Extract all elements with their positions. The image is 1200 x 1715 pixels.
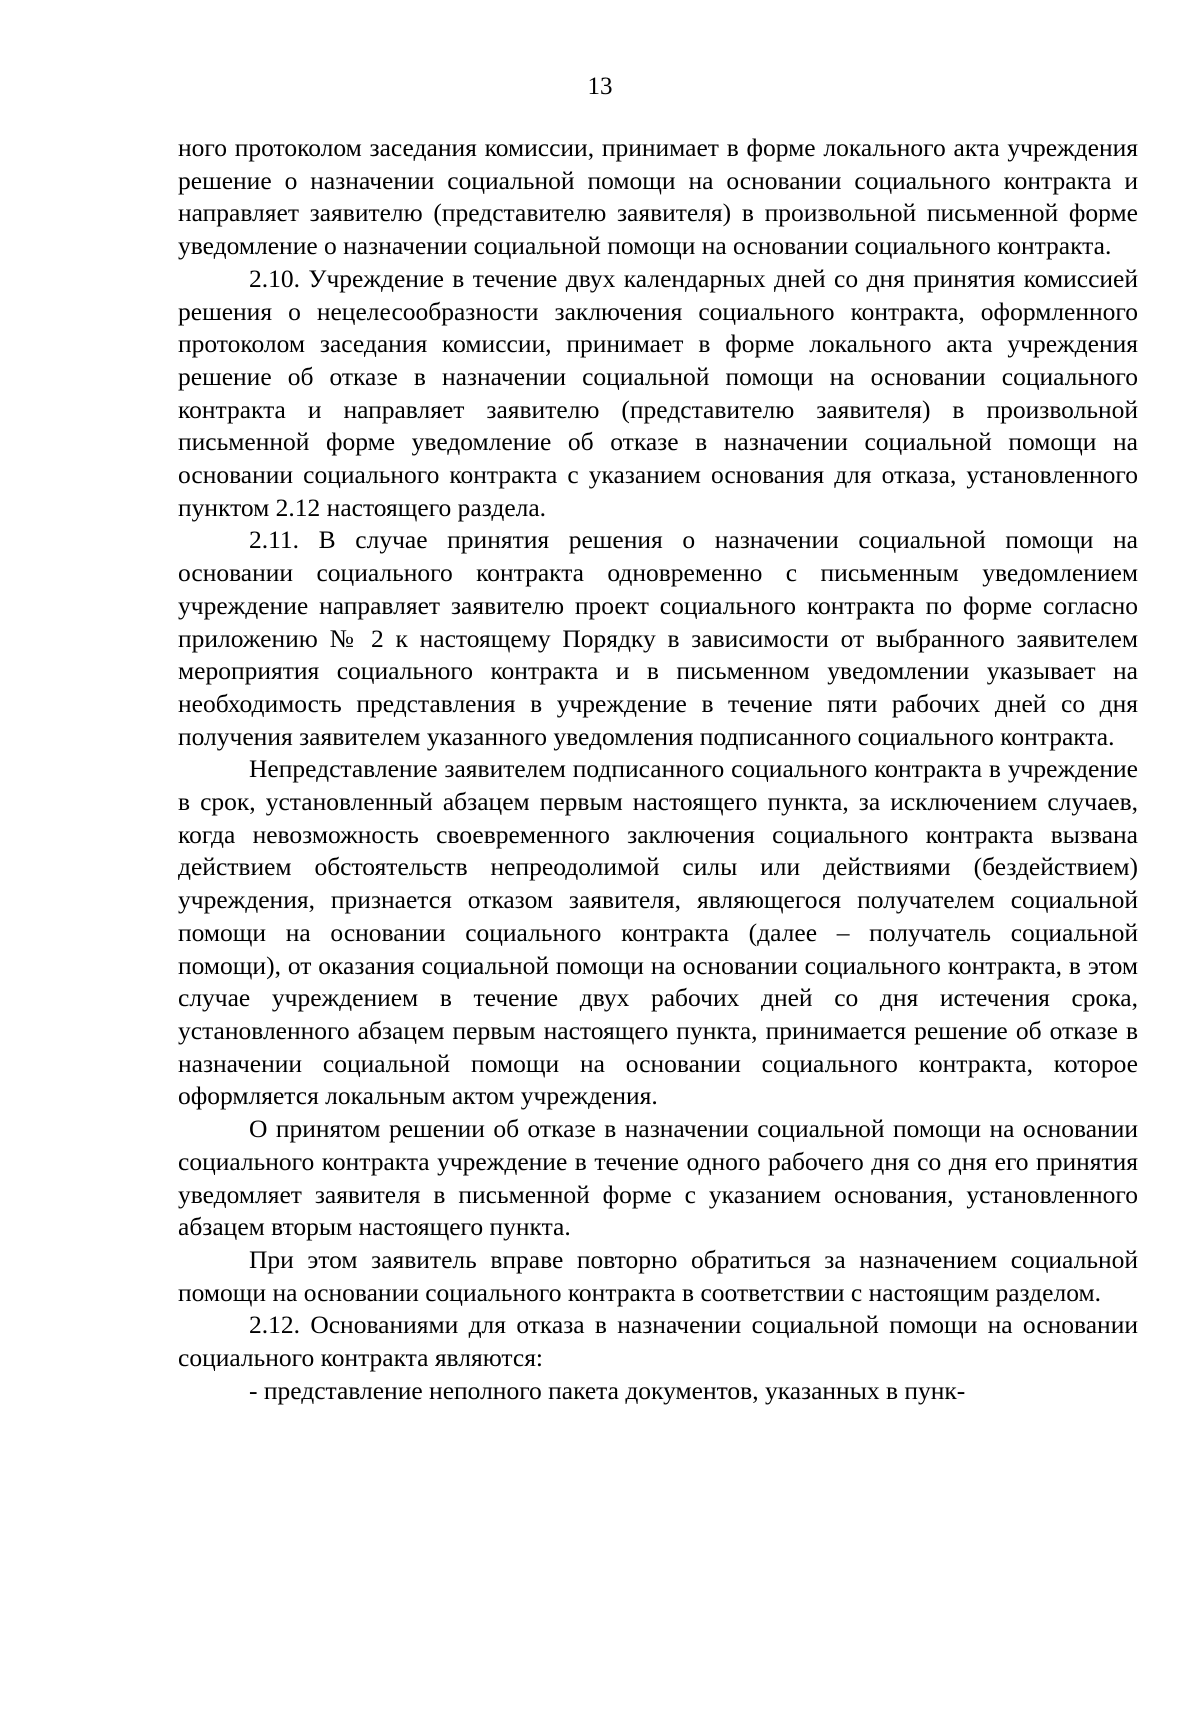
- paragraph-continuation: ного протоколом заседания комиссии, принимает в форме локального акта учреждения решение о назначении социальной помощи на основании социального контракта и направляет заявителю (представителю заявителя) в произвольной письменной форме уведомление о назначении социальной помощи на основании социального контракта.: [178, 133, 1138, 261]
- paragraph-clause-2-10: 2.10. Учреждение в течение двух календарных дней со дня принятия комиссией решения о нецелесообразности заключения социального контракта, оформленного протоколом заседания комиссии, принимает в форме локального акта учреждения решение об отказе в назначении социальной помощи на основании социального контракта и направляет заявителю (представителю заявителя) в произвольной письменной форме уведомление об отказе в назначении социальной помощи на основании социального контракта с указанием основания для отказа, установленного пунктом 2.12 настоящего раздела.: [178, 263, 1138, 522]
- paragraph-clause-2-12-item: - представление неполного пакета документов, указанных в пунк-: [249, 1375, 966, 1405]
- document-body: [178, 132, 1138, 1407]
- paragraph-clause-2-11-fourth: При этом заявитель вправе повторно обратиться за назначением социальной помощи на основании социального контракта в соответствии с настоящим разделом.: [178, 1244, 1138, 1307]
- paragraph-clause-2-11-third: О принятом решении об отказе в назначении социальной помощи на основании социального контракта учреждение в течение одного рабочего дня со дня его принятия уведомляет заявителя в письменной форме с указанием основания, установленного абзацем вторым настоящего пункта.: [178, 1114, 1138, 1242]
- paragraph-clause-2-12: 2.12. Основаниями для отказа в назначении социальной помощи на основании социального контракта являются:: [178, 1310, 1138, 1373]
- page-number: 13: [587, 73, 613, 100]
- paragraph-clause-2-11: 2.11. В случае принятия решения о назначении социальной помощи на основании социального контракта одновременно с письменным уведомлением учреждение направляет заявителю проект социального контракта по форме согласно приложению № 2 к настоящему Порядку в зависимости от выбранного заявителем мероприятия социального контракта и в письменном уведомлении указывает на необходимость представления в учреждение в течение пяти рабочих дней со дня получения заявителем указанного уведомления подписанного социального контракта.: [178, 525, 1138, 751]
- paragraph-clause-2-11-second: Непредставление заявителем подписанного социального контракта в учреждение в срок, установленный абзацем первым настоящего пункта, за исключением случаев, когда невозможность своевременного заключения социального контракта вызвана действием обстоятельств непреодолимой силы или действиями (бездействием) учреждения, признается отказом заявителя, являющегося получателем социальной помощи на основании социального контракта (далее – получатель социальной помощи), от оказания социальной помощи на основании социального контракта, в этом случае учреждением в течение двух рабочих дней со дня истечения срока, установленного абзацем первым настоящего пункта, принимается решение об отказе в назначении социальной помощи на основании социального контракта, которое оформляется локальным актом учреждения.: [178, 754, 1138, 1111]
